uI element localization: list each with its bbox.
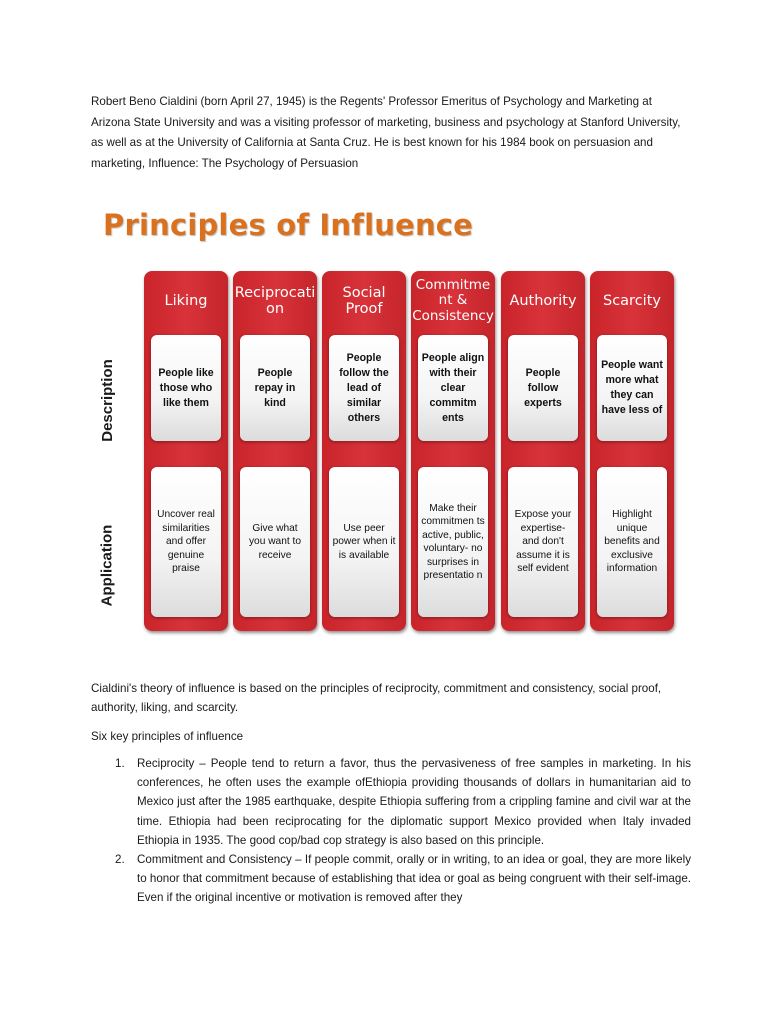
list-item [91, 754, 691, 850]
principle-column-liking [144, 271, 228, 631]
list-item-number: 2. [115, 853, 125, 867]
description-card: People want more what they can have less of [597, 335, 667, 441]
column-heading: Liking [164, 293, 208, 309]
theory-paragraph: Cialdini's theory of influence is based on the principles of reciprocity, commitment and consistency, social proof, authority, liking, and scarcity. [91, 682, 662, 714]
description-card: People follow the lead of similar others [329, 335, 399, 441]
figure-title: Principles of Influence [103, 208, 474, 242]
application-card: Uncover real similarities and offer genuine praise [151, 467, 221, 617]
column-heading: Reciprocati on [234, 285, 316, 317]
list-item-text: Commitment and Consistency – If people commit, orally or in writing, to an idea or goal, they are more likely to honor that commitment because of establishing that idea or goal as being congruent with their self-image. Even if the original incentive or motivation is removed after they [137, 853, 691, 905]
description-card: People align with their clear commitm ents [418, 335, 488, 441]
description-card: People follow experts [508, 335, 578, 441]
column-heading: Commitme nt & Consistency [412, 276, 494, 324]
column-heading: Scarcity [603, 293, 661, 309]
application-card: Give what you want to receive [240, 467, 310, 617]
list-item-text: Reciprocity – People tend to return a favor, thus the pervasiveness of free samples in marketing. In his conferences, he often uses the example ofEthiopia providing thousands of dollars in humanitarian aid to Mexico just after the 1985 earthquake, despite Ethiopia suffering from a crippling famine and civil war at the time. Ethiopia had been reciprocating for the diplomatic support Mexico provided when Italy invaded Ethiopia in 1935. The good cop/bad cop strategy is also based on this principle. [137, 757, 691, 847]
application-card: Highlight unique benefits and exclusive information [597, 467, 667, 617]
intro-paragraph: Robert Beno Cialdini (born April 27, 1945) is the Regents' Professor Emeritus of Psychology and Marketing at Arizona State University and was a visiting professor of marketing, business and psychology at Stanford University, as well as at the University of California at Santa Cruz. He is best known for his 1984 book on persuasion and marketing, Influence: The Psychology of Persuasion [91, 95, 681, 170]
principle-column-commitment [411, 271, 495, 631]
description-card: People repay in kind [240, 335, 310, 441]
principle-column-social-proof [322, 271, 406, 631]
description-card: People like those who like them [151, 335, 221, 441]
row-label-description [92, 335, 122, 465]
list-item [91, 850, 691, 908]
column-heading: Social Proof [342, 285, 386, 317]
application-card: Make their commitmen ts active, public, voluntary- no surprises in presentatio n [418, 467, 488, 617]
row-label-application-text: Application [98, 524, 116, 606]
application-card: Expose your expertise- and don't assume it is self evident [508, 467, 578, 617]
principle-column-scarcity [590, 271, 674, 631]
row-label-application [92, 495, 122, 635]
application-card: Use peer power when it is available [329, 467, 399, 617]
principles-list [91, 754, 691, 908]
principle-column-authority [501, 271, 585, 631]
column-heading: Authority [509, 293, 577, 309]
principles-subheading: Six key principles of influence [91, 730, 244, 743]
row-label-description-text: Description [98, 358, 116, 442]
principle-column-reciprocation [233, 271, 317, 631]
list-item-number: 1. [115, 757, 125, 770]
